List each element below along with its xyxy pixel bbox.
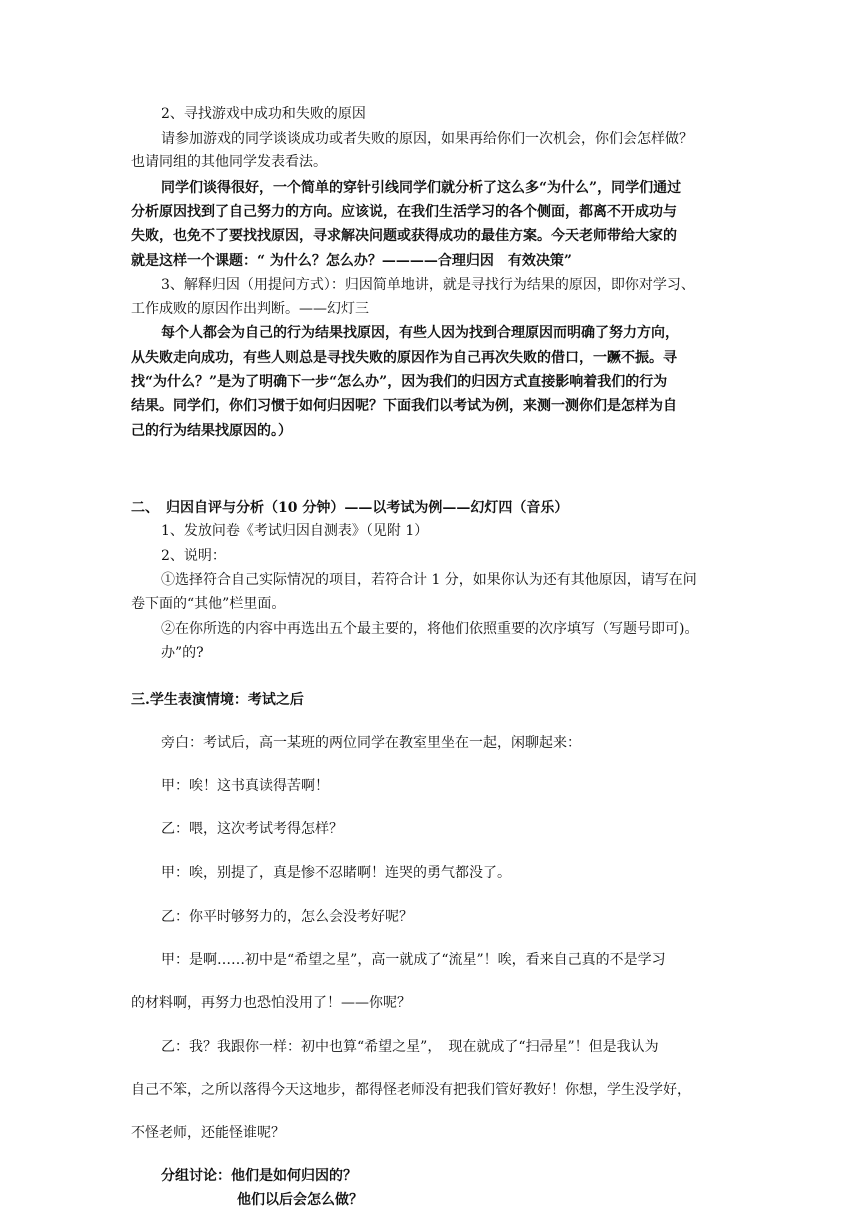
section-2-note-2: ②在你所选的内容中再选出五个最主要的，将他们依照重要的次序填写（写题号即可)。 (161, 620, 699, 637)
section-3-title: 三.学生表演情境：考试之后 (131, 692, 304, 709)
section-2-note-1-line-1: ①选择符合自己实际情况的项目，若符合计 1 分，如果你认为还有其他原因，请写在问 (161, 572, 697, 589)
section-2-title: 二、 归因自评与分析（10 分钟）——以考试为例——幻灯四（音乐） (131, 499, 569, 516)
dialogue-line-6-part-1: 乙：我？我跟你一样：初中也算“希望之星”， 现在就成了“扫帚星”！但是我认为 (161, 1038, 659, 1055)
paragraph-teacher-line-2: 分析原因找到了自己努力的方向。应该说，在我们生活学习的各个侧面，都离不开成功与 (131, 204, 677, 221)
paragraph-discuss-line-2: 也请同组的其他同学发表看法。 (131, 154, 327, 171)
dialogue-line-6-part-2: 自己不笨，之所以落得今天这地步，都得怪老师没有把我们管好教好！你想，学生没学好， (131, 1081, 691, 1098)
paragraph-teacher-line-4: 就是这样一个课题：“ 为什么？怎么办？————合理归因 有效决策” (131, 252, 572, 269)
dialogue-line-1: 甲：唉！这书真读得苦啊！ (161, 777, 329, 794)
subheading-3-line-2: 工作成败的原因作出判断。——幻灯三 (131, 300, 369, 317)
paragraph-summary-line-4: 结果。同学们，你们习惯于如何归因呢？下面我们以考试为例，来测一测你们是怎样为自 (131, 398, 677, 415)
paragraph-summary-line-3: 找“为什么？”是为了明确下一步“怎么办”，因为我们的归因方式直接影响着我们的行为 (131, 373, 668, 390)
paragraph-summary-line-1: 每个人都会为自己的行为结果找原因，有些人因为找到合理原因而明确了努力方向， (161, 325, 679, 342)
subheading-2: 2、寻找游戏中成功和失败的原因 (161, 106, 366, 122)
section-2-fragment: 办”的? (161, 645, 204, 662)
section-2-item-1: 1、发放问卷《考试归因自测表》（见附 1） (161, 523, 429, 540)
paragraph-discuss-line-1: 请参加游戏的同学谈谈成功或者失败的原因，如果再给你们一次机会，你们会怎样做？ (161, 130, 693, 147)
paragraph-summary-line-2: 从失败走向成功，有些人则总是寻找失败的原因作为自己再次失败的借口，一蹶不振。寻 (131, 350, 677, 366)
dialogue-line-2: 乙：喂，这次考试考得怎样？ (161, 821, 343, 838)
dialogue-line-4: 乙：你平时够努力的，怎么会没考好呢？ (161, 908, 413, 925)
dialogue-line-5-part-2: 的材料啊，再努力也恐怕没用了！——你呢？ (131, 995, 411, 1012)
subheading-3-line-1: 3、解释归因（用提问方式）：归因简单地讲，就是寻找行为结果的原因，即你对学习、 (161, 277, 695, 294)
section-2-note-1-line-2: 卷下面的“其他”栏里面。 (131, 595, 286, 612)
section-2-item-2: 2、说明： (161, 547, 226, 564)
paragraph-teacher-line-1: 同学们谈得很好，一个简单的穿针引线同学们就分析了这么多“为什么”，同学们通过 (161, 179, 682, 196)
paragraph-summary-line-5: 己的行为结果找原因的。） (131, 422, 292, 439)
dialogue-narration: 旁白：考试后，高一某班的两位同学在教室里坐在一起，闲聊起来： (161, 734, 581, 751)
group-discussion-question-1: 分组讨论：他们是如何归因的？ (161, 1168, 357, 1185)
dialogue-line-6-part-3: 不怪老师，还能怪谁呢？ (131, 1125, 285, 1142)
dialogue-line-3: 甲：唉，别提了，真是惨不忍睹啊！连哭的勇气都没了。 (161, 865, 511, 882)
paragraph-teacher-line-3: 失败，也免不了要找找原因，寻求解决问题或获得成功的最佳方案。今天老师带给大家的 (131, 228, 677, 244)
group-discussion-question-2: 他们以后会怎么做？ (237, 1192, 363, 1209)
dialogue-line-5-part-1: 甲：是啊……初中是“希望之星”，高一就成了“流星”！唉，看来自己真的不是学习 (161, 952, 666, 968)
